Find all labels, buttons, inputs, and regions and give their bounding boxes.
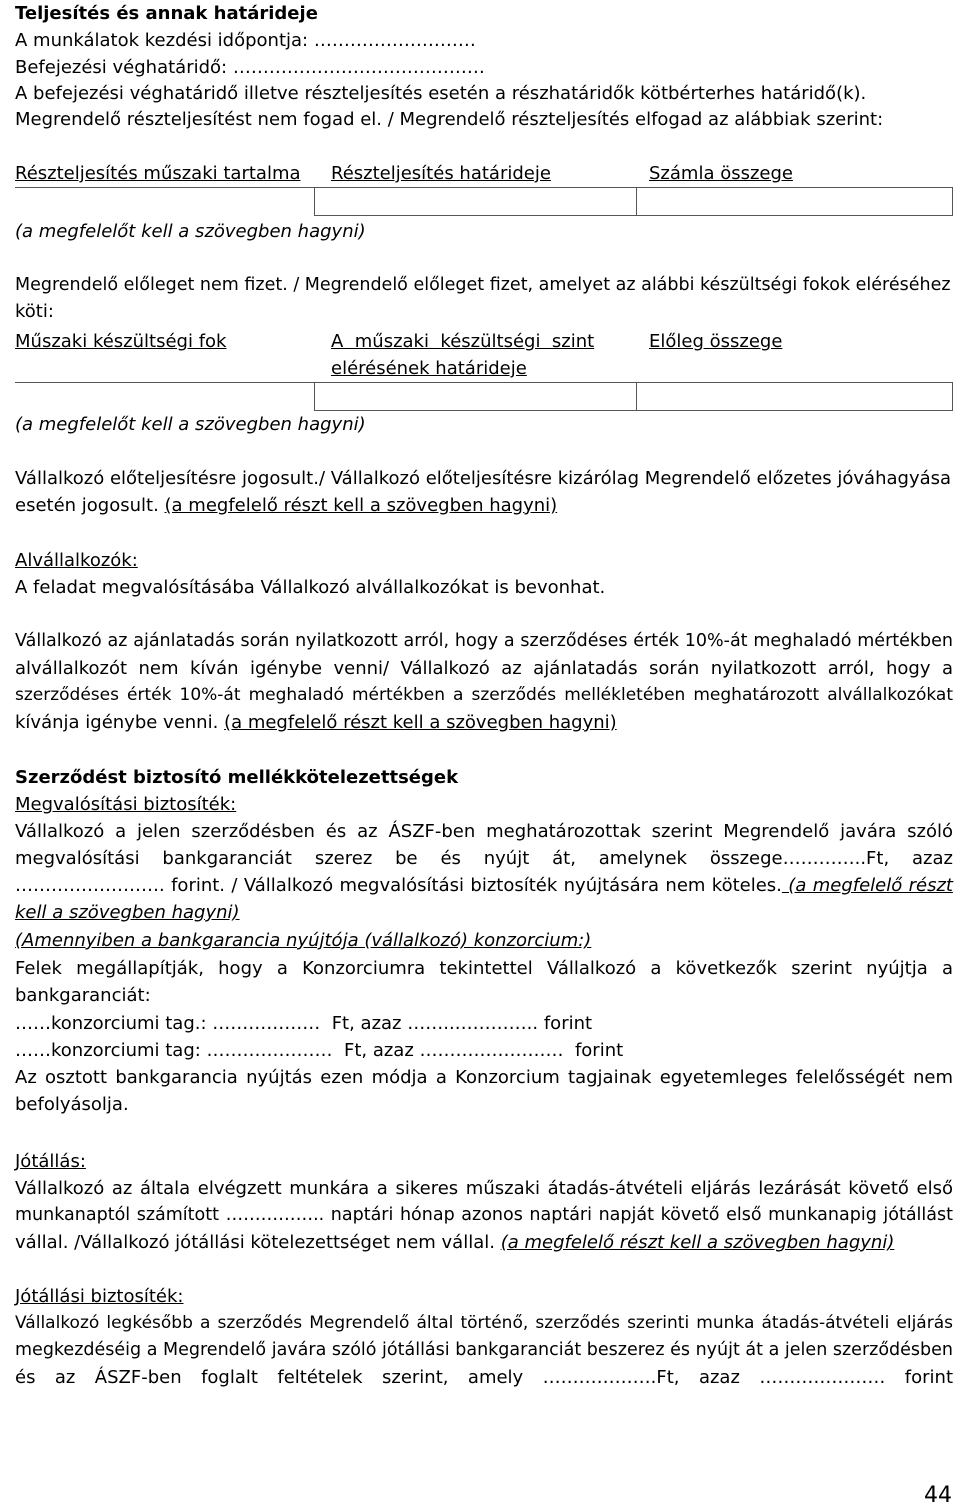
page-number: 44 bbox=[924, 1483, 952, 1508]
paragraph-line: Vállalkozó legkésőbb a szerződés Megrendelő által történő, szerződés szerinti munka átadás-átvételi eljárás bbox=[15, 1313, 953, 1333]
table-cell bbox=[15, 383, 315, 411]
paragraph-line: Vállalkozó az általa elvégzett munkára a sikeres műszaki átadás-átvételi eljárás lezárását követő első bbox=[15, 1178, 953, 1199]
paragraph-text: ……………………. forint. / Vállalkozó megvalósítási biztosíték nyújtására nem köteles. bbox=[15, 875, 782, 896]
paragraph-line: munkanaptól számított …………….. naptári hónap azonos naptári napját követő első munkanapig jótállást bbox=[15, 1205, 953, 1225]
paragraph-note: (a megfelelő részt kell a szövegben hagyni) bbox=[500, 1232, 895, 1253]
subcontractors-paragraph bbox=[15, 628, 953, 736]
partial-performance-table bbox=[15, 160, 953, 216]
paragraph-line: Vállalkozó a jelen szerződésben és az ÁSZF-ben meghatározottak szerint Megrendelő javára szóló bbox=[15, 821, 953, 842]
table-header-row bbox=[15, 160, 953, 188]
table-header-line: A műszaki készültségi szint bbox=[331, 331, 595, 352]
advance-table bbox=[15, 328, 953, 411]
paragraph-line: Felek megállapítják, hogy a Konzorciumra tekintettel Vállalkozó a következők szerint nyújtja a bbox=[15, 958, 953, 979]
table-header-cell: Részteljesítés műszaki tartalma bbox=[15, 163, 301, 184]
paragraph-text: vállal. /Vállalkozó jótállási kötelezettséget nem vállal. bbox=[15, 1232, 501, 1253]
paragraph-line: Az osztott bankgarancia nyújtás ezen módja a Konzorcium tagjainak egyetemleges felelősségét nem bbox=[15, 1067, 953, 1088]
paragraph-text: kívánja igénybe venni. bbox=[15, 712, 225, 733]
paragraph-line: Vállalkozó az ajánlatadás során nyilatkozott arról, hogy a szerződéses érték 10%-át meghaladó mértékben bbox=[15, 631, 953, 651]
consortium-note: (Amennyiben a bankgarancia nyújtója (vállalkozó) konzorcium:) bbox=[15, 930, 592, 951]
paragraph-line bbox=[15, 872, 953, 899]
preperformance-line-1: Vállalkozó előteljesítésre jogosult./ Vállalkozó előteljesítésre kizárólag Megrendelő előzetes jóváhagyása bbox=[15, 468, 952, 489]
table2-note: (a megfelelőt kell a szövegben hagyni) bbox=[15, 414, 366, 435]
warranty-title: Jótállás: bbox=[15, 1151, 86, 1172]
partial-performance-line: Megrendelő részteljesítést nem fogad el. / Megrendelő részteljesítés elfogad az alábbiak szerint: bbox=[15, 109, 884, 130]
advance-line-1: Megrendelő előleget nem fizet. / Megrendelő előleget fizet, amelyet az alábbi készültségi fokok eléréséhez bbox=[15, 275, 951, 295]
paragraph-line: bankgaranciát: bbox=[15, 985, 151, 1006]
consortium-liability-paragraph bbox=[15, 1064, 953, 1118]
penalty-line: A befejezési véghatáridő illetve részteljesítés esetén a részhatáridők kötbérterhes határidő(k). bbox=[15, 83, 867, 104]
section-title-performance: Teljesítés és annak határideje bbox=[15, 3, 318, 24]
preperformance-note: (a megfelelő részt kell a szövegben hagyni) bbox=[164, 495, 558, 516]
paragraph-line: befolyásolja. bbox=[15, 1094, 129, 1115]
table-cell bbox=[315, 383, 637, 411]
consortium-member-line: ……konzorciumi tag.: ……………… Ft, azaz ……..………….. forint bbox=[15, 1013, 593, 1034]
table-header-cell: Számla összege bbox=[649, 163, 793, 184]
consortium-member-line: ……konzorciumi tag: ………………… Ft, azaz …………………… forint bbox=[15, 1040, 624, 1061]
table-header-cell bbox=[315, 328, 637, 382]
paragraph-note: (a megfelelő részt bbox=[781, 875, 953, 896]
table-header-row bbox=[15, 328, 953, 383]
table1-note: (a megfelelőt kell a szövegben hagyni) bbox=[15, 221, 366, 242]
table-header-cell: Részteljesítés határideje bbox=[331, 163, 551, 184]
performance-security-title: Megvalósítási biztosíték: bbox=[15, 794, 237, 815]
start-date-line: A munkálatok kezdési időpontja: ……………………… bbox=[15, 30, 476, 51]
consortium-paragraph bbox=[15, 955, 953, 1009]
paragraph-note-line: kell a szövegben hagyni) bbox=[15, 902, 240, 923]
paragraph-line bbox=[15, 1229, 953, 1256]
advance-line-2: köti: bbox=[15, 301, 54, 322]
performance-security-paragraph bbox=[15, 818, 953, 926]
paragraph-line: szerződéses érték 10%-át meghaladó mértékben a szerződés mellékletében meghatározott alvállalkozókat bbox=[15, 685, 953, 705]
table-header-line: elérésének határideje bbox=[331, 358, 527, 379]
paragraph-line: és az ÁSZF-ben foglalt feltételek szerint, amely ……………….Ft, azaz ………………… forint bbox=[15, 1367, 953, 1388]
table-header-cell: Műszaki készültségi fok bbox=[15, 331, 227, 352]
security-title: Szerződést biztosító mellékkötelezettségek bbox=[15, 767, 459, 788]
warranty-paragraph bbox=[15, 1175, 953, 1256]
table-cell bbox=[315, 188, 637, 216]
warranty-security-title: Jótállási biztosíték: bbox=[15, 1286, 184, 1307]
paragraph-note: (a megfelelő részt kell a szövegben hagyni) bbox=[224, 712, 617, 733]
paragraph-line: megvalósítási bankgaranciát szerez be és nyújt át, amelynek összege…………..Ft, azaz bbox=[15, 848, 953, 869]
deadline-line: Befejezési véghatáridő: …………………………………… bbox=[15, 57, 485, 78]
subcontractors-line: A feladat megvalósításába Vállalkozó alvállalkozókat is bevonhat. bbox=[15, 577, 606, 598]
paragraph-line: megkezdéséig a Megrendelő javára szóló jótállási bankgaranciát beszerez és nyújt át a jelen szerződésben bbox=[15, 1340, 953, 1360]
table-empty-row bbox=[15, 383, 953, 411]
table-cell bbox=[637, 188, 953, 216]
table-empty-row bbox=[15, 188, 953, 216]
table-header-cell: Előleg összege bbox=[649, 331, 783, 352]
warranty-security-paragraph bbox=[15, 1310, 953, 1391]
table-cell bbox=[637, 383, 953, 411]
table-cell bbox=[15, 188, 315, 216]
paragraph-line: alvállalkozót nem kíván igénybe venni/ Vállalkozó az ajánlatadás során nyilatkozott arról, hogy a bbox=[15, 658, 953, 679]
preperformance-text: esetén jogosult. bbox=[15, 495, 165, 516]
subcontractors-title: Alvállalkozók: bbox=[15, 550, 138, 571]
preperformance-line-2 bbox=[15, 492, 557, 519]
paragraph-line bbox=[15, 709, 953, 736]
